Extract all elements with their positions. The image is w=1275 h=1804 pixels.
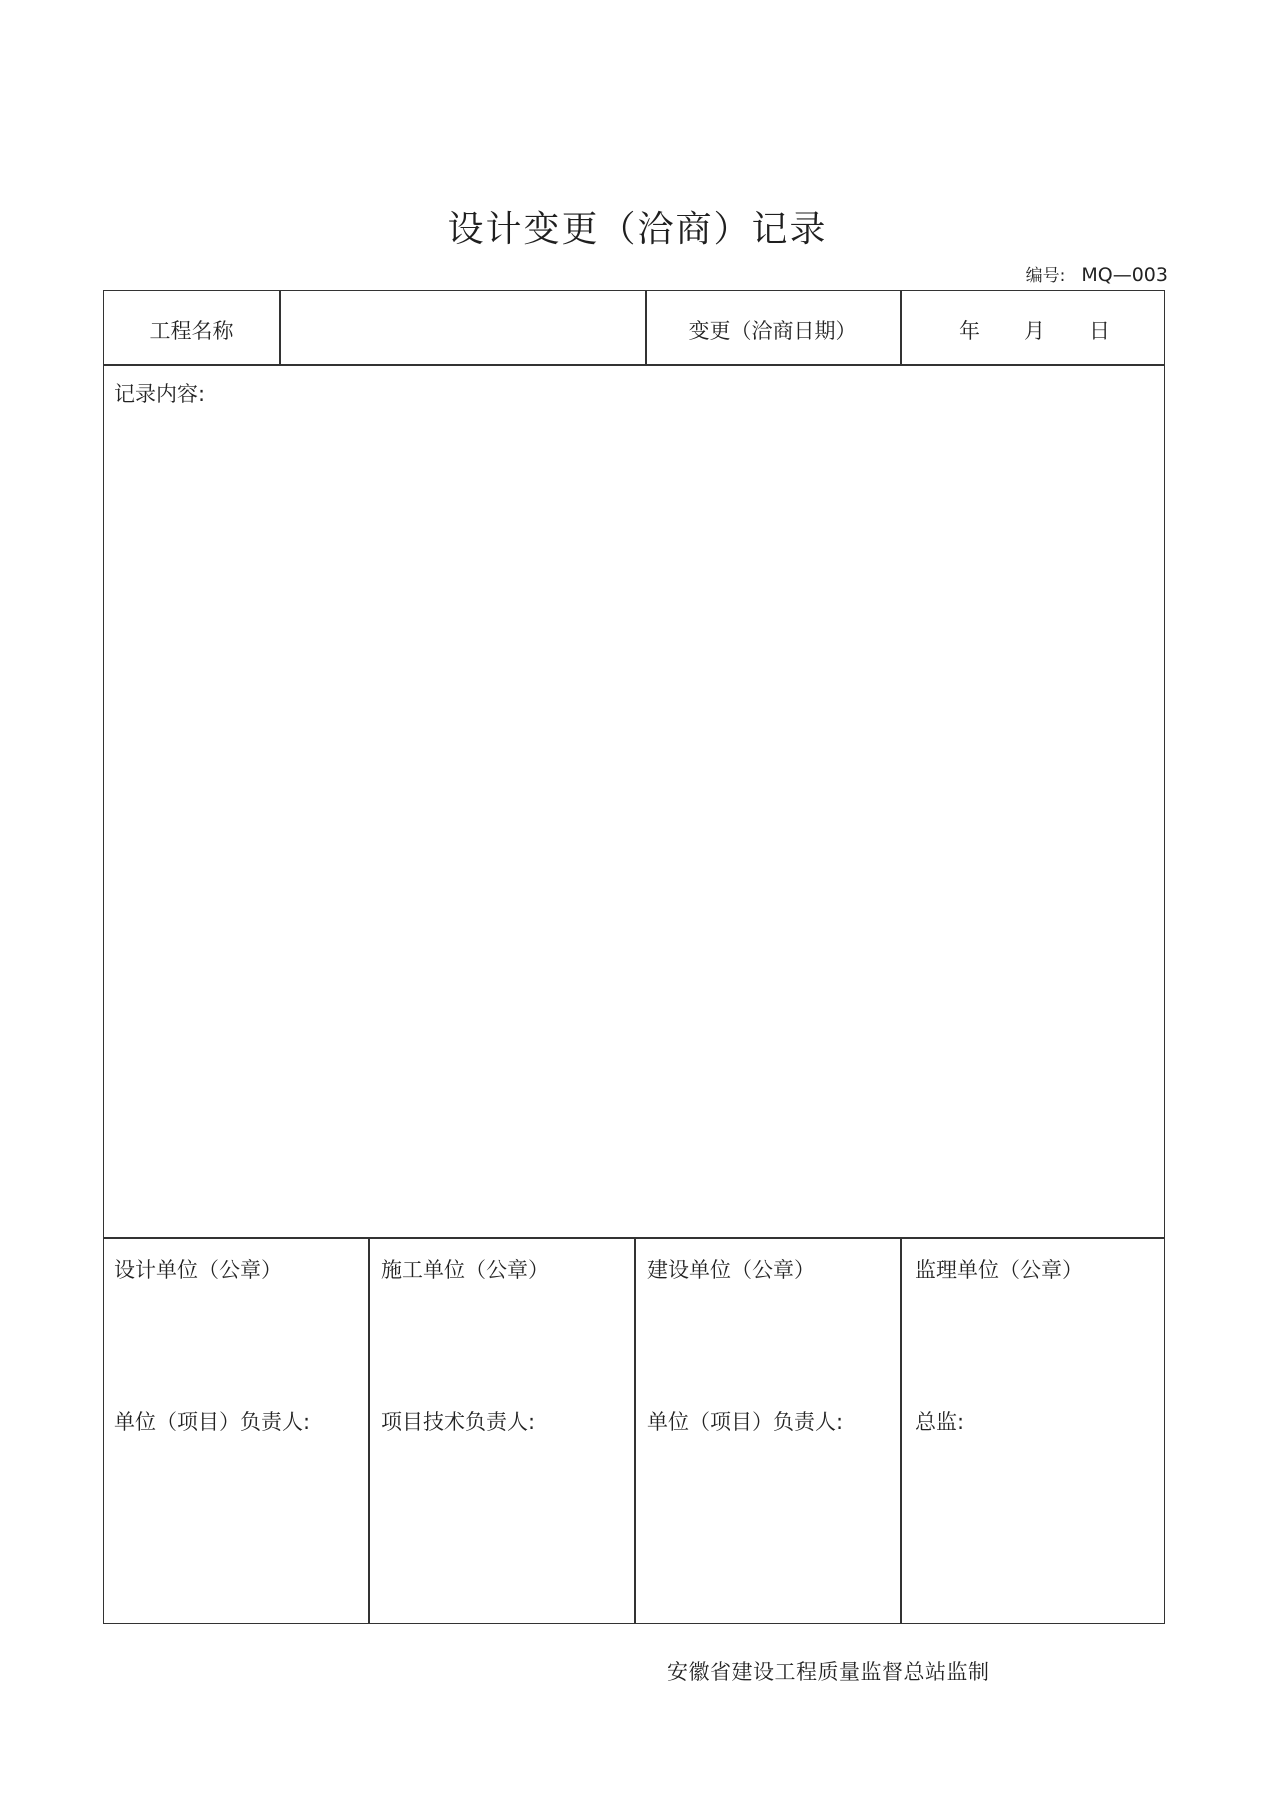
signature-divider-3 bbox=[900, 1237, 902, 1623]
document-number-label: 编号: bbox=[1025, 266, 1066, 286]
signature-divider-1 bbox=[368, 1237, 370, 1623]
document-number bbox=[1026, 261, 1168, 286]
supervision-unit-label: 监理单位（公章） bbox=[915, 1258, 1083, 1282]
issuer-footer: 安徽省建设工程质量监督总站监制 bbox=[667, 1660, 990, 1684]
header-row-divider bbox=[104, 364, 1164, 366]
design-unit-label: 设计单位（公章） bbox=[114, 1258, 282, 1282]
date-year-label: 年 bbox=[959, 319, 980, 343]
date-day-label: 日 bbox=[1089, 319, 1110, 343]
chief-supervisor-label: 总监: bbox=[915, 1410, 965, 1434]
design-unit-person-label: 单位（项目）负责人: bbox=[114, 1410, 311, 1434]
document-title: 设计变更（洽商）记录 bbox=[447, 209, 828, 250]
signature-divider-2 bbox=[634, 1237, 636, 1623]
owner-unit-person-label: 单位（项目）负责人: bbox=[647, 1410, 844, 1434]
construction-unit-label: 施工单位（公章） bbox=[381, 1258, 549, 1282]
construction-tech-person-label: 项目技术负责人: bbox=[381, 1410, 536, 1434]
header-divider-1 bbox=[279, 291, 281, 364]
owner-unit-label: 建设单位（公章） bbox=[647, 1258, 815, 1282]
date-month-label: 月 bbox=[1024, 319, 1045, 343]
change-record-form bbox=[103, 290, 1165, 1624]
project-name-label: 工程名称 bbox=[149, 319, 234, 343]
document-number-value: MQ—003 bbox=[1081, 264, 1168, 286]
record-content-area[interactable] bbox=[114, 411, 1154, 1226]
record-content-label: 记录内容: bbox=[114, 382, 206, 406]
header-divider-3 bbox=[900, 291, 902, 364]
change-date-label: 变更（洽商日期） bbox=[688, 319, 857, 343]
